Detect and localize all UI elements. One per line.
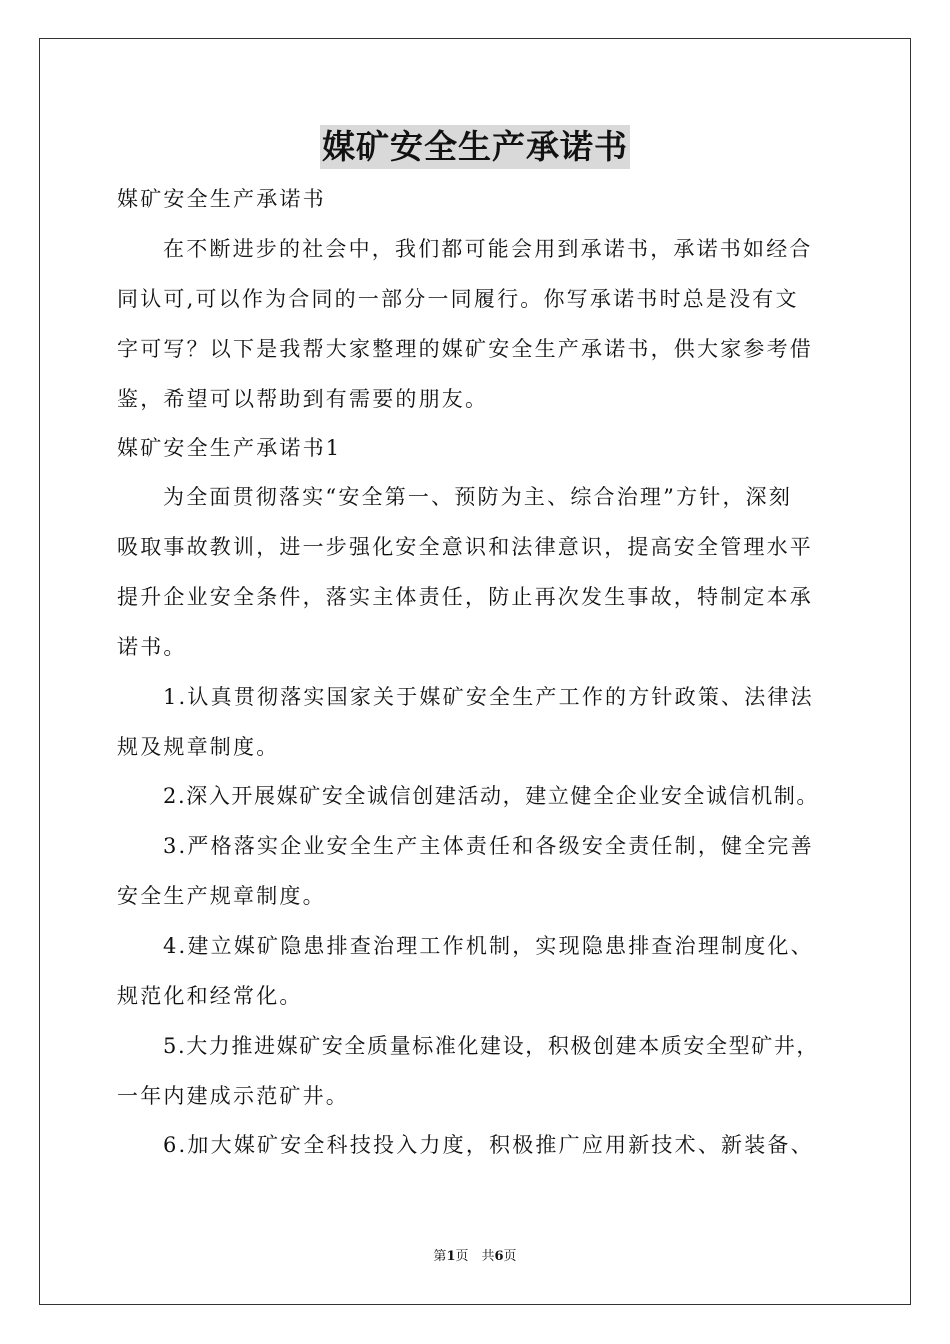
document-title: 媒矿安全生产承诺书: [320, 125, 630, 169]
list-item-line: 5.大力推进媒矿安全质量标准化建设，积极创建本质安全型矿井，: [163, 1034, 820, 1058]
list-item-line: 2.深入开展媒矿安全诚信创建活动，建立健全企业安全诚信机制。: [163, 784, 820, 808]
footer-mid: 页 共: [455, 1249, 495, 1264]
paragraph-line: 鉴，希望可以帮助到有需要的朋友。: [117, 387, 489, 411]
page-footer: [0, 1248, 950, 1266]
footer-prefix: 第: [433, 1249, 447, 1264]
list-item-line: 4.建立媒矿隐患排查治理工作机制，实现隐患排查治理制度化、: [163, 934, 814, 958]
list-item-line: 安全生产规章制度。: [117, 884, 326, 908]
list-item-line: 规范化和经常化。: [117, 984, 303, 1008]
title-wrap: [0, 125, 950, 169]
subtitle: 媒矿安全生产承诺书: [117, 187, 326, 211]
paragraph-line: 同认可,可以作为合同的一部分一同履行。你写承诺书时总是没有文: [117, 287, 799, 311]
footer-suffix: 页: [503, 1249, 517, 1264]
list-item-line: 1.认真贯彻落实国家关于媒矿安全生产工作的方针政策、法律法: [163, 685, 814, 709]
list-item-line: 6.加大媒矿安全科技投入力度，积极推广应用新技术、新装备、: [163, 1133, 814, 1157]
paragraph-line: 字可写？以下是我帮大家整理的媒矿安全生产承诺书，供大家参考借: [117, 337, 813, 361]
paragraph-line: 吸取事故教训，进一步强化安全意识和法律意识，提高安全管理水平: [117, 535, 813, 559]
paragraph-line: 为全面贯彻落实“安全第一、预防为主、综合治理”方针，深刻: [163, 485, 793, 509]
footer-total-pages: 6: [494, 1249, 504, 1264]
section-heading: 媒矿安全生产承诺书1: [117, 436, 342, 460]
paragraph-line: 诺书。: [117, 635, 187, 659]
page-border: [39, 38, 911, 1305]
list-item-line: 3.严格落实企业安全生产主体责任和各级安全责任制，健全完善: [163, 834, 814, 858]
list-item-line: 一年内建成示范矿井。: [117, 1084, 349, 1108]
paragraph-line: 提升企业安全条件，落实主体责任，防止再次发生事故，特制定本承: [117, 585, 813, 609]
paragraph-line: 在不断进步的社会中，我们都可能会用到承诺书，承诺书如经合: [163, 237, 813, 261]
footer-current-page: 1: [446, 1249, 456, 1264]
list-item-line: 规及规章制度。: [117, 735, 280, 759]
